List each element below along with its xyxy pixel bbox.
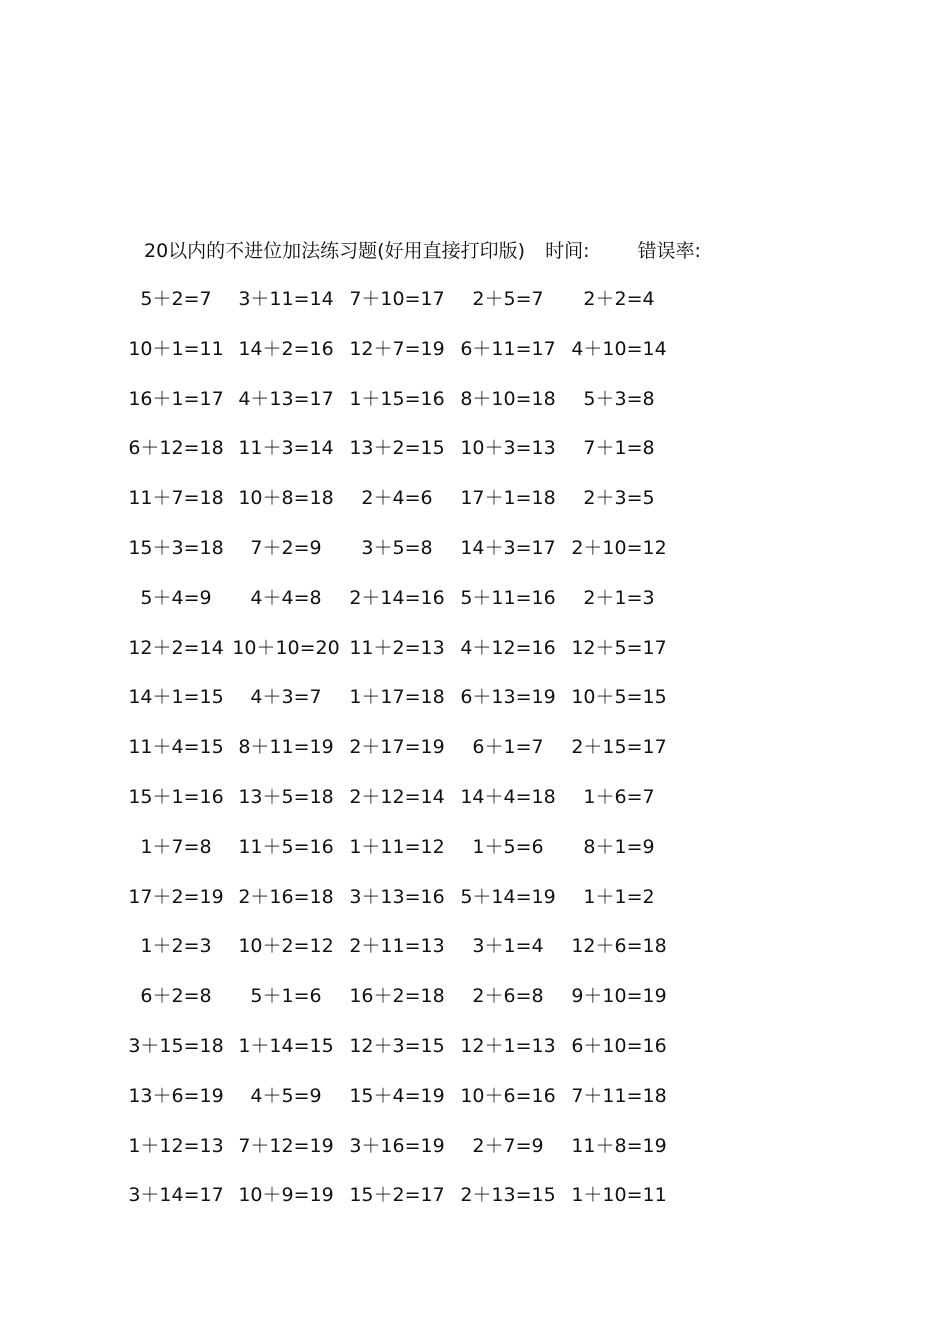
problem-item: 6＋1=7 <box>472 736 544 759</box>
problem-row <box>128 780 706 830</box>
problem-item: 7＋11=18 <box>571 1084 667 1107</box>
problem-item: 2＋2=4 <box>583 288 655 310</box>
problem-row <box>128 730 706 780</box>
problem-item: 12＋2=14 <box>128 636 224 659</box>
problem-item: 17＋2=19 <box>128 885 224 908</box>
problem-item: 3＋1=4 <box>472 935 544 958</box>
problem-item: 15＋3=18 <box>128 536 224 559</box>
problem-item: 13＋5=18 <box>238 785 334 808</box>
problem-item: 2＋16=18 <box>238 885 334 908</box>
problem-item: 1＋11=12 <box>349 835 445 858</box>
problem-item: 8＋11=19 <box>238 736 334 759</box>
problem-item: 4＋3=7 <box>250 686 322 709</box>
problem-item: 17＋1=18 <box>460 487 556 510</box>
problem-item: 1＋5=6 <box>472 835 544 858</box>
problem-item: 3＋16=19 <box>349 1134 445 1157</box>
problem-item: 1＋2=3 <box>140 935 212 958</box>
problem-row <box>128 382 706 432</box>
problem-item: 4＋5=9 <box>250 1084 322 1107</box>
problem-row <box>128 531 706 581</box>
problem-item: 14＋4=18 <box>460 785 556 808</box>
problem-row <box>128 1129 706 1179</box>
problem-item: 10＋6=16 <box>460 1084 556 1107</box>
problem-item: 10＋9=19 <box>238 1184 334 1207</box>
problem-item: 5＋11=16 <box>460 586 556 609</box>
problem-item: 16＋1=17 <box>128 387 224 410</box>
problem-item: 1＋6=7 <box>583 785 655 808</box>
problem-item: 2＋15=17 <box>571 736 667 759</box>
problem-item: 1＋12=13 <box>128 1134 224 1157</box>
problem-item: 2＋7=9 <box>472 1134 544 1157</box>
problem-item: 16＋2=18 <box>349 985 445 1008</box>
problem-item: 13＋6=19 <box>128 1084 224 1107</box>
problem-item: 2＋13=15 <box>460 1184 556 1207</box>
problem-item: 11＋3=14 <box>238 437 334 460</box>
problem-item: 12＋5=17 <box>571 636 667 659</box>
problem-row <box>128 481 706 531</box>
problem-item: 6＋11=17 <box>460 337 556 360</box>
problem-item: 1＋17=18 <box>349 686 445 709</box>
problem-item: 10＋8=18 <box>238 487 334 510</box>
problem-item: 14＋3=17 <box>460 536 556 559</box>
problem-item: 10＋2=12 <box>238 935 334 958</box>
problem-item: 1＋7=8 <box>140 835 212 858</box>
problem-item: 12＋3=15 <box>349 1034 445 1057</box>
problem-item: 4＋4=8 <box>250 586 322 609</box>
problem-item: 7＋12=19 <box>238 1134 334 1157</box>
problem-item: 8＋10=18 <box>460 387 556 410</box>
problem-item: 2＋14=16 <box>349 586 445 609</box>
problem-row <box>140 830 706 880</box>
problem-item: 1＋14=15 <box>238 1034 334 1057</box>
time-label: 时间: <box>545 240 590 262</box>
problem-item: 6＋12=18 <box>128 437 224 460</box>
problem-row <box>128 431 706 481</box>
problem-item: 2＋12=14 <box>349 785 445 808</box>
problem-item: 5＋3=8 <box>583 387 655 410</box>
problem-item: 2＋5=7 <box>472 288 544 310</box>
problem-item: 4＋13=17 <box>238 387 334 410</box>
problem-row <box>140 282 706 332</box>
problem-item: 3＋15=18 <box>128 1034 224 1057</box>
problem-item: 4＋12=16 <box>460 636 556 659</box>
problem-item: 11＋5=16 <box>238 835 334 858</box>
problem-item: 3＋14=17 <box>128 1184 224 1207</box>
worksheet-header <box>144 236 701 266</box>
problem-item: 15＋2=17 <box>349 1184 445 1207</box>
problem-item: 5＋1=6 <box>250 985 322 1008</box>
problem-item: 13＋2=15 <box>349 437 445 460</box>
problem-item: 4＋10=14 <box>571 337 667 360</box>
problem-grid <box>128 282 706 1228</box>
problem-row <box>128 880 706 930</box>
problem-item: 12＋6=18 <box>571 935 667 958</box>
problem-item: 10＋5=15 <box>571 686 667 709</box>
problem-item: 7＋2=9 <box>250 536 322 559</box>
problem-item: 6＋10=16 <box>571 1034 667 1057</box>
problem-row <box>128 1079 706 1129</box>
problem-item: 7＋10=17 <box>349 288 445 310</box>
problem-item: 15＋4=19 <box>349 1084 445 1107</box>
problem-item: 2＋6=8 <box>472 985 544 1008</box>
problem-item: 10＋1=11 <box>128 337 224 360</box>
problem-item: 14＋1=15 <box>128 686 224 709</box>
problem-row <box>128 631 706 681</box>
problem-item: 11＋8=19 <box>571 1134 667 1157</box>
problem-item: 2＋3=5 <box>583 487 655 510</box>
problem-item: 5＋14=19 <box>460 885 556 908</box>
problem-item: 7＋1=8 <box>583 437 655 460</box>
problem-item: 14＋2=16 <box>238 337 334 360</box>
problem-row <box>140 979 706 1029</box>
problem-item: 1＋10=11 <box>571 1184 667 1207</box>
problem-item: 15＋1=16 <box>128 785 224 808</box>
problem-item: 12＋1=13 <box>460 1034 556 1057</box>
problem-item: 3＋11=14 <box>238 288 334 310</box>
problem-item: 9＋10=19 <box>571 985 667 1008</box>
problem-item: 2＋10=12 <box>571 536 667 559</box>
problem-row <box>140 929 706 979</box>
problem-item: 3＋5=8 <box>361 536 433 559</box>
problem-item: 3＋13=16 <box>349 885 445 908</box>
problem-item: 6＋2=8 <box>140 985 212 1008</box>
problem-item: 1＋1=2 <box>583 885 655 908</box>
problem-item: 6＋13=19 <box>460 686 556 709</box>
problem-item: 2＋4=6 <box>361 487 433 510</box>
problem-item: 5＋4=9 <box>140 586 212 609</box>
problem-row <box>128 680 706 730</box>
problem-item: 2＋11=13 <box>349 935 445 958</box>
error-rate-label: 错误率: <box>637 240 701 262</box>
problem-item: 10＋3=13 <box>460 437 556 460</box>
worksheet-title: 20以内的不进位加法练习题(好用直接打印版) <box>144 240 526 262</box>
problem-row <box>140 581 706 631</box>
problem-item: 11＋2=13 <box>349 636 445 659</box>
problem-row <box>128 332 706 382</box>
problem-item: 11＋4=15 <box>128 736 224 759</box>
problem-item: 11＋7=18 <box>128 487 224 510</box>
problem-item: 1＋15=16 <box>349 387 445 410</box>
problem-item: 2＋17=19 <box>349 736 445 759</box>
problem-item: 2＋1=3 <box>583 586 655 609</box>
problem-item: 12＋7=19 <box>349 337 445 360</box>
problem-item: 5＋2=7 <box>140 288 212 310</box>
problem-item: 8＋1=9 <box>583 835 655 858</box>
problem-row <box>128 1178 706 1228</box>
problem-row <box>128 1029 706 1079</box>
problem-item: 10＋10=20 <box>232 636 340 659</box>
